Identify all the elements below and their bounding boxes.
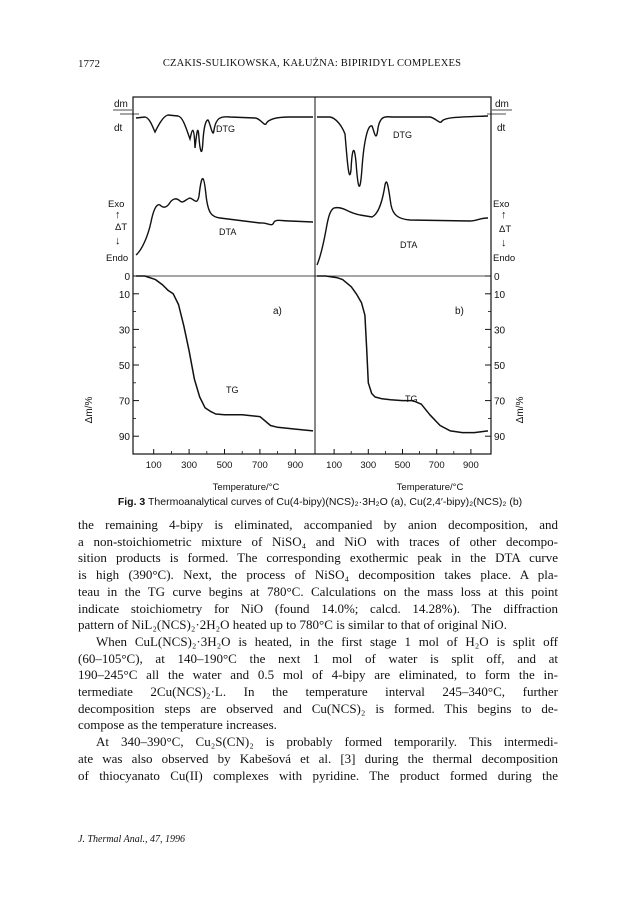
dtg-label-b: DTG bbox=[393, 130, 412, 140]
dtg-label-a: DTG bbox=[216, 124, 235, 134]
y-tick-label-b: 0 bbox=[494, 272, 500, 283]
text-line: the remaining 4-bipy is eliminated, accompanied by anion decomposition, and bbox=[78, 517, 558, 532]
tg-plot-b bbox=[317, 272, 506, 471]
x-tick-label-b: 900 bbox=[462, 460, 479, 471]
y-tick-label-a: 30 bbox=[118, 325, 130, 337]
x-tick-label-b: 300 bbox=[360, 460, 377, 471]
left-deltat-label: ΔT bbox=[115, 222, 128, 233]
text-line: sition products is formed. The corresponding exothermic peak in the DTA curve bbox=[78, 550, 558, 566]
x-tick-label-b: 500 bbox=[394, 460, 411, 471]
panel-b-letter: b) bbox=[455, 306, 464, 317]
paragraph-1 bbox=[78, 517, 558, 634]
right-exo-label: Exo bbox=[493, 199, 510, 210]
text-line: a non-stoichiometric mixture of NiSO₄ and NiO with traces of other decompo- bbox=[78, 533, 558, 549]
paragraph-2 bbox=[78, 634, 558, 734]
x-tick-label-a: 500 bbox=[216, 460, 233, 471]
left-endo-label: Endo bbox=[106, 253, 129, 264]
body-text bbox=[78, 517, 558, 784]
right-deltat-label: ΔT bbox=[499, 224, 512, 235]
tg-curve-a bbox=[136, 276, 313, 431]
figure-number: Fig. 3 bbox=[117, 496, 146, 508]
x-tick-label-a: 100 bbox=[145, 460, 162, 471]
paragraph-3 bbox=[78, 734, 558, 784]
dta-label-b: DTA bbox=[400, 240, 418, 250]
text-line: 190–245°C all the water and 0.5 mol of 4-bipy are eliminated, to form the in- bbox=[78, 667, 558, 683]
y-tick-label-a: 50 bbox=[118, 361, 130, 372]
text-line: ate was also observed by Kabešová et al. [3] during the thermal decomposition bbox=[78, 750, 558, 766]
tg-plot-a bbox=[119, 272, 313, 471]
y-tick-label-b: 70 bbox=[494, 396, 506, 408]
figure-caption-text: Thermoanalytical curves of Cu(4-bipy)(NCS)₂·3H₂O (a), Cu(2,4′-bipy)₂(NCS)₂ (b) bbox=[145, 496, 523, 508]
right-dt-label: dt bbox=[497, 123, 506, 134]
right-endo-label: Endo bbox=[493, 253, 516, 264]
y-tick-label-b: 50 bbox=[494, 361, 506, 372]
page-number: 1772 bbox=[78, 58, 100, 70]
text-line: teau in the TG curve begins at 780°C. Calculations on the mass loss at this point bbox=[78, 583, 558, 599]
left-up-arrow: ↑ bbox=[115, 209, 121, 221]
dta-curve-b bbox=[317, 182, 488, 265]
tg-label-a: TG bbox=[226, 385, 239, 395]
right-dm-label: dm bbox=[495, 99, 509, 110]
y-tick-label-a: 10 bbox=[118, 289, 130, 301]
x-tick-label-b: 100 bbox=[326, 460, 343, 471]
left-dt-label: dt bbox=[114, 123, 123, 134]
y-tick-label-a: 0 bbox=[124, 272, 130, 283]
y-tick-label-b: 30 bbox=[494, 325, 506, 337]
figure-caption bbox=[60, 496, 580, 508]
right-down-arrow: ↓ bbox=[501, 237, 507, 249]
dtg-curve-b bbox=[317, 116, 488, 186]
figure-frame bbox=[133, 97, 491, 454]
text-line: termediate 2Cu(NCS)₂·L. In the temperature interval 245–340°C, further bbox=[78, 684, 558, 700]
text-line: is high (390°C). Next, the process of NiSO₄ decomposition takes place. A pla- bbox=[78, 567, 558, 583]
text-line: (60–105°C), at 140–190°C the next 1 mol of water is split off, and at bbox=[78, 650, 558, 666]
x-tick-label-a: 700 bbox=[251, 460, 268, 471]
y-tick-label-b: 10 bbox=[494, 289, 506, 301]
panel-a-letter: a) bbox=[273, 306, 282, 317]
y-tick-label-a: 90 bbox=[118, 432, 130, 444]
x-tick-label-a: 900 bbox=[287, 460, 304, 471]
text-line: decomposition steps are observed and Cu(NCS)₂ is formed. This begins to de- bbox=[78, 700, 558, 716]
y-tick-label-a: 70 bbox=[118, 396, 130, 408]
running-head: CZAKIS-SULIKOWSKA, KAŁUŻNA: BIPIRIDYL COMPLEXES bbox=[162, 58, 462, 69]
y-tick-label-b: 90 bbox=[494, 432, 506, 444]
text-line: compose as the temperature increases. bbox=[78, 717, 277, 733]
right-mass-label: Δm/% bbox=[515, 396, 526, 424]
tg-curve-b bbox=[317, 276, 488, 433]
left-dm-label: dm bbox=[114, 99, 128, 110]
x-tick-label-a: 300 bbox=[181, 460, 198, 471]
x-tick-label-b: 700 bbox=[428, 460, 445, 471]
text-line: indicate stoichiometry for NiO (found 14.0%; calcd. 14.28%). The diffraction bbox=[78, 600, 558, 616]
tg-label-b: TG bbox=[405, 394, 418, 404]
left-down-arrow: ↓ bbox=[115, 235, 121, 247]
dta-label-a: DTA bbox=[219, 227, 237, 237]
text-line: When CuL(NCS)₂·3H₂O is heated, in the first stage 1 mol of H₂O is split off bbox=[96, 633, 558, 649]
left-exo-label: Exo bbox=[108, 199, 125, 210]
dta-curve-a bbox=[136, 179, 313, 255]
journal-footer: J. Thermal Anal., 47, 1996 bbox=[78, 834, 186, 845]
x-axis-title-a: Temperature/°C bbox=[212, 482, 280, 493]
text-line: of thiocyanato Cu(II) complexes with pyridine. The product formed during the bbox=[78, 767, 558, 783]
right-up-arrow: ↑ bbox=[501, 209, 507, 221]
left-mass-label: Δm/% bbox=[84, 396, 95, 424]
text-line: At 340–390°C, Cu₂S(CN)₂ is probably formed temporarily. This intermedi- bbox=[96, 734, 558, 750]
text-line: pattern of NiL₂(NCS)₂·2H₂O heated up to 780°C is similar to that of original NiO. bbox=[78, 617, 507, 633]
x-axis-title-b: Temperature/°C bbox=[396, 482, 464, 493]
